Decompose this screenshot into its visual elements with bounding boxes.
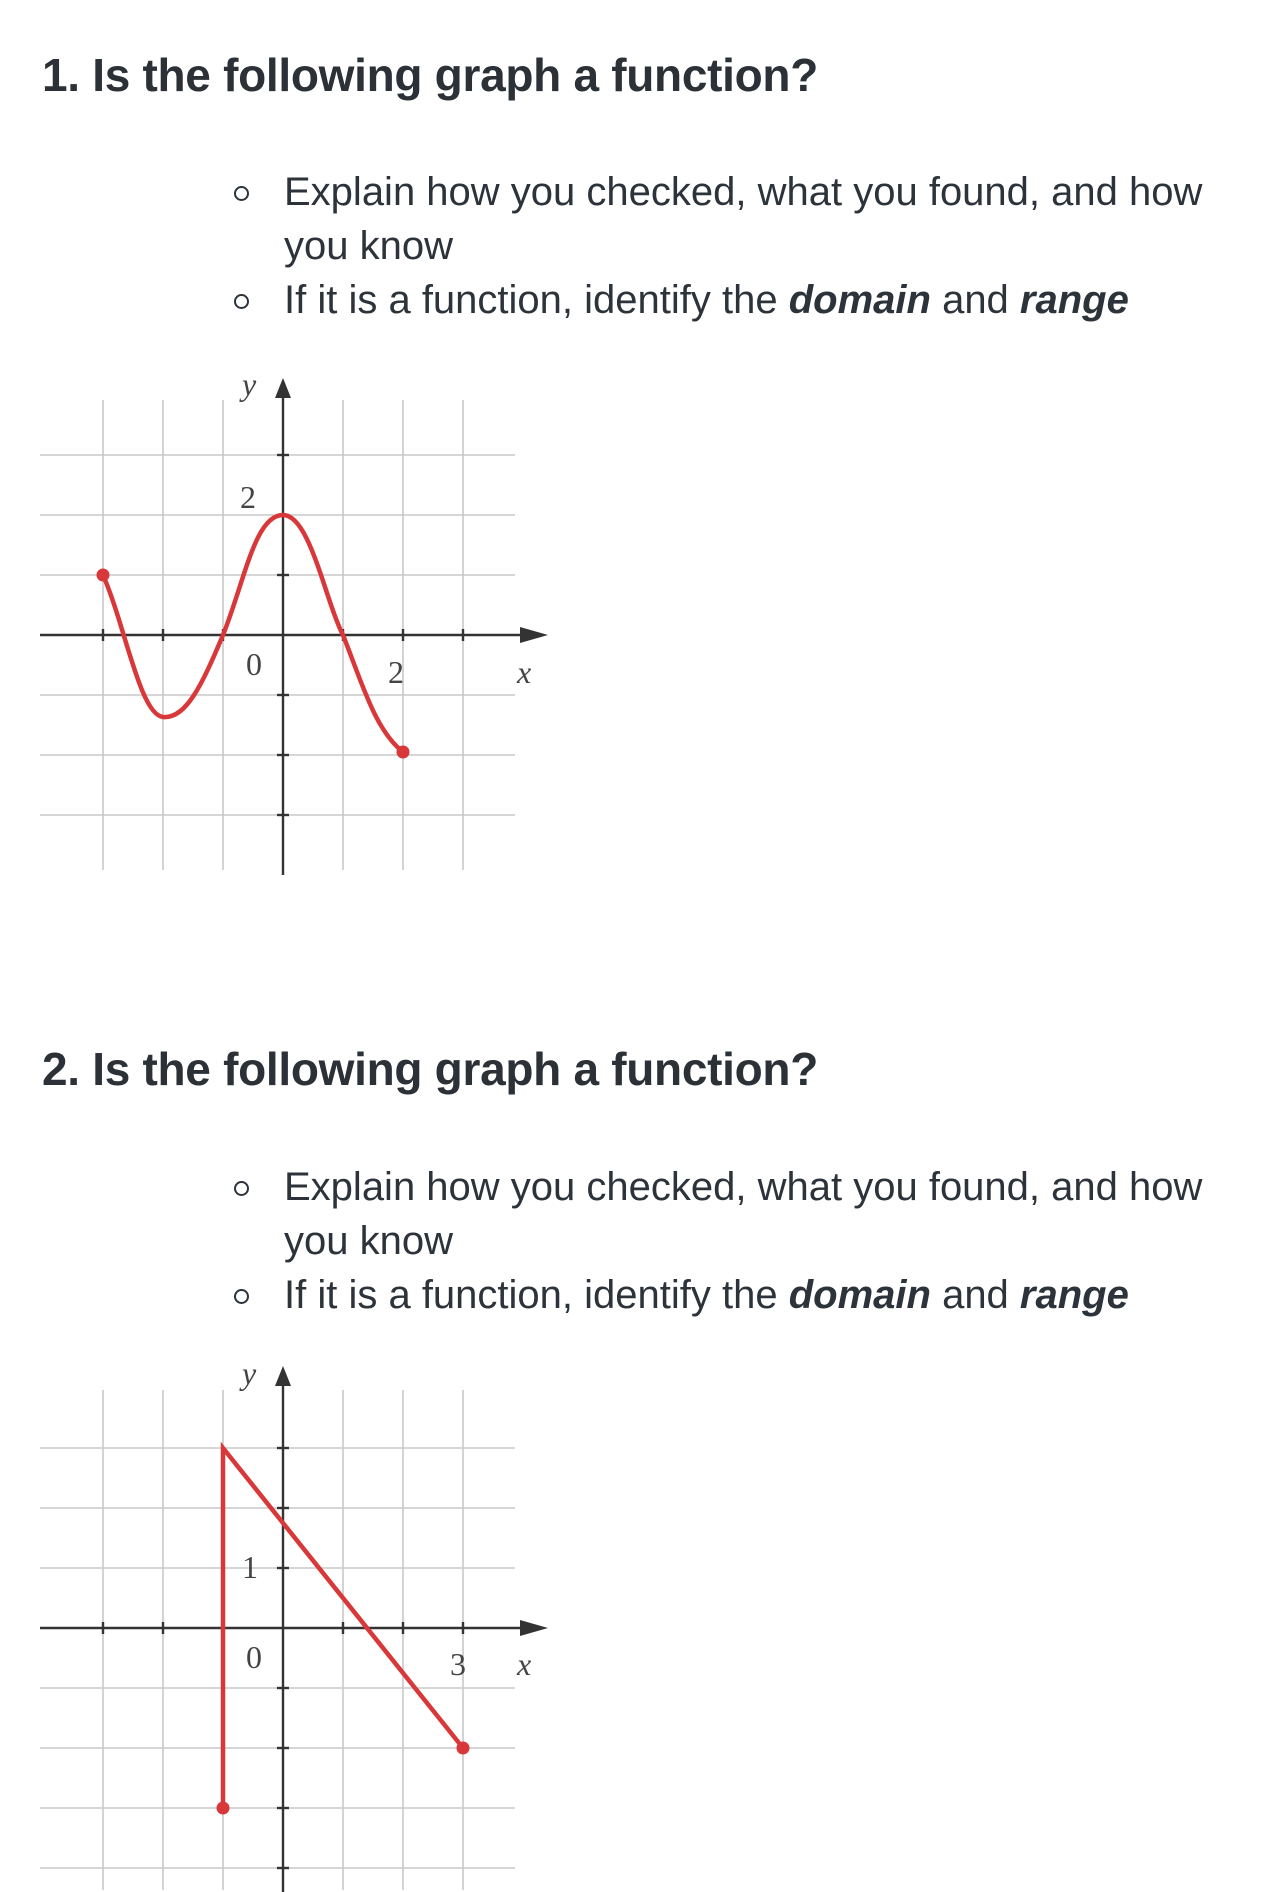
domain-term: domain [788, 1273, 931, 1317]
y-axis-arrow-icon [275, 378, 291, 398]
question-1-bullet-explain [230, 165, 1260, 273]
question-1-graph [0, 365, 560, 885]
graph-axes [40, 395, 530, 875]
origin-label: 0 [246, 1639, 262, 1675]
bullet-explain-text: Explain how you checked, what you found, and how you know [284, 170, 1203, 268]
bullet-circle-icon [234, 186, 249, 201]
x-axis-label: x [517, 1646, 532, 1682]
curve-start-point [97, 569, 110, 582]
x-axis-arrow-icon [520, 1620, 548, 1636]
bullet-circle-icon [234, 1181, 249, 1196]
question-1-bullet-identify [230, 273, 1260, 327]
x-axis-label: x [517, 654, 532, 690]
range-term: range [1019, 1273, 1129, 1317]
y-axis-arrow-icon [275, 1366, 291, 1386]
graph-grid [40, 1390, 515, 1890]
and-text: and [930, 1273, 1020, 1317]
bullet-explain-text: Explain how you checked, what you found, and how you know [284, 1165, 1203, 1263]
origin-label: 0 [246, 646, 262, 682]
and-text: and [930, 278, 1020, 322]
curve-bottom-point [217, 1802, 230, 1815]
curve-end-point [397, 746, 410, 759]
question-2-instructions [230, 1160, 1260, 1322]
bullet-circle-icon [234, 294, 249, 309]
y-axis-label: y [242, 366, 257, 402]
question-2-title: 2. Is the following graph a function? [42, 1043, 818, 1095]
x-tick-label: 2 [388, 654, 404, 690]
x-axis-arrow-icon [520, 627, 548, 643]
question-2-bullet-explain [230, 1160, 1260, 1268]
range-term: range [1019, 278, 1129, 322]
domain-term: domain [788, 278, 931, 322]
bullet-circle-icon [234, 1289, 249, 1304]
question-2-graph [0, 1350, 560, 1892]
question-1-instructions [230, 165, 1260, 327]
function-curve [103, 515, 403, 752]
bullet-identify-text: If it is a function, identify the [284, 1273, 789, 1317]
bullet-identify-text: If it is a function, identify the [284, 278, 789, 322]
question-2-bullet-identify [230, 1268, 1260, 1322]
y-tick-label: 2 [240, 479, 256, 515]
graph-axes [40, 1385, 530, 1892]
x-tick-label: 3 [450, 1646, 466, 1682]
y-tick-label: 1 [242, 1549, 258, 1585]
y-axis-label: y [242, 1355, 257, 1391]
question-1-title: 1. Is the following graph a function? [42, 49, 818, 101]
curve-end-point [457, 1742, 470, 1755]
